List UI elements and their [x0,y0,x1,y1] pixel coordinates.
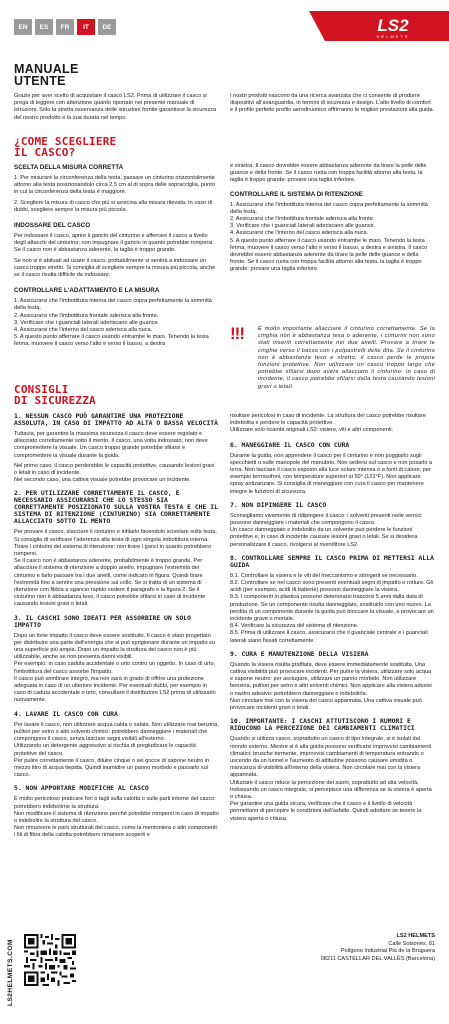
tip-2-title: 2. PER UTILIZZARE CORRETTAMENTE IL CASCO, È NECESSARIO ASSICURARSI CHE LO STESSO SIA CORRETTAMENTE POSIZIONATO SULLA VOSTRA TESTA E CHE IL SISTEMA DI RITENZIONE (CINTURINO) SIA CORRETTAMENTE ALLACCIATO SOTTO IL MENTO [14,489,218,526]
language-switcher [14,19,116,35]
ls2-logo [309,8,449,44]
warning-text: È molto importante allacciare il cinturino correttamente. Se la cinghia non è abbastanza tesa o aderente, i cinturini non sono stati inseriti correttamente nei due anelli. Provare a tirare le cinghie verso il basso con i polpastrelli delle dita. Se il cinturino non è abbastanza teso e stretto, il casco perde le proprie funzioni protettive. Non utilizzare un casco troppo largo che potrebbe sfilarsi dopo avere allacciato il cinturino: in caso di incidente, il casco potrebbe sfilarsi dalla testa causando lesioni gravi o letali. [258,326,435,390]
header [0,0,449,48]
safety-right-column: risultare pericolosi in caso di incidente. La struttura del casco potrebbe risultare indebolita e perdere le capacità protettive. Utilizzare solo ricambi originali LS2: visiere, viti e altri componenti. 6. MANEGGIARE IL CASCO CON CURA Durante la guida, non appendere il casco per il cinturino e non poggiarlo sugli specchietti o sulle manopole del manubrio. Non sedersi sul casco e non posarlo a terra. Non lasciare il casco esposto alla luce solare intensa o a fonti di calore, per esempio termosifoni, con temperature superiori ai 50° (122°F). Non applicare spray antizanzare. Si consiglia di maneggiare con cura il casco per mantenere integre le funzioni di sicurezza. 7. NON DIPINGERE IL CASCO Sconsigliamo vivamente di ridipingere il casco: i solventi presenti nelle vernici possono danneggiare i materiali che compongono il casco. Un casco danneggiato e indebolito da un solvente può perdere le funzioni protettive e, in caso di incidente causare lesioni gravi o letali. Se si desidera personalizzare il casco, rivolgersi al rivenditore LS2. 8. CONTROLLARE SEMPRE IL CASCO PRIMA DI METTERSI ALLA GUIDA 8.1. Controllare la visiera e le viti del meccanismo e stringerli se necessario. 8.2. Controllare se nel casco sono presenti eventuali segni di impatto o rotture. Gli acidi (per esempio, acidi di batterie) possono danneggiare la visiera. 8.3. I componenti in plastica possono deteriorarsi trascorsi 5 anni dalla data di produzione. Se un componente risulta danneggiato, sostituirlo con uno nuovo. La perdita di un componente durante la guida può bloccare la visuale, e provocare un incidente grave o mortale. 8.4. Verificare la sicurezza del sistema di ritenzione. 8.5. Prima di utilizzare il casco, assicurarsi che il guanciale centrale e i guanciali laterali siano fissati correttamente. 9. CURA E MANUTENZIONE DELLA VISIERA Quando la visiera risulta graffiata, deve essere immediatamente sostituita. Una cattiva visibilità può provocare incidenti. Per pulire la visiera, utilizzare solo acqua e sapone neutro: per asciugare, utilizzare un panno morbido. Non utilizzare benzina, pulitori per vetro o altri solventi chimici. Non applicare alla visiera adesivi o nastro adesivo: potrebbero danneggiare o indebolirla. Non circolare mai con la visiera del casco appannata. Una cattiva visuale può provocare incidenti gravi o letali. 10. IMPORTANTE: I CASCHI ATTUTISCONO I RUMORI E RIDUCONO LA PERCEZIONE DEI CAMBIAMENTI CLIMATICI Quando si utilizza casco, soprattutto un casco di tipo integrale, si è isolati dal mondo esterno. Mentre si è alla guida possono verificarsi improvvisi cambiamenti climatici: brusche tormente, improvvisi cambiamenti di temperatura entrando o uscendo da un tunnel e l'aumento di attitudine possono causare umidità o mancanza di visibilità all'interno della visiera. Non circolare mai con la visiera appannata. Utilizzare il casco riduce la percezione dei suoni, soprattutto ad alta velocità. Indossando un casco integrale, si percepisce una differenza se la visiera è aperta o chiusa. Per garantire una guida sicura, verificare che il casco e il livello di velocità permettano di percepire le condizioni dell'asfalto. Quindi adottare se tenere la visiera aperta o chiusa. [230,413,434,822]
retention-heading: CONTROLLARE IL SISTEMA DI RITENZIONE [230,190,363,198]
warning-icon: !!! [230,324,244,343]
warning-box [230,326,435,391]
website-link[interactable]: LS2HELMETS.COM [7,939,14,1007]
safety-left-column: 1. NESSUN CASCO PUÒ GARANTIRE UNA PROTEZIONE ASSOLUTA, IN CASO DI IMPATTO AD ALTA O BASSA VELOCITÀ Tuttavia, per garantire la massima sicurezza il casco deve essere regolato e allacciato correttamente sotto il mento. Il casco, una volta indossato, non deve compromettere la visuale. Un casco troppo grande potrebbe sfilarsi e compromettere la visuale durante la guida. Nel primo caso, il casco perderebbe le capacità protettive, causando lesioni gravi o letali in caso di incidente. Nel secondo caso, una cattiva visuale potrebbe provocare un incidente. 2. PER UTILIZZARE CORRETTAMENTE IL CASCO, È NECESSARIO ASSICURARSI CHE LO STESSO SIA CORRETTAMENTE POSIZIONATO SULLA VOSTRA TESTA E CHE IL SISTEMA DI RITENZIONE (CINTURINO) SIA CORRETTAMENTE ALLACCIATO SOTTO IL MENTO Per provare il casco, slacciare il cinturino e infilarlo facendolo scivolare sulla testa. Si consiglia di verificare l'aderenza alla testa di ogni singola imbottitura interna. Tirare i cinturini del sistema di ritenzione: non tirare i ganci in quanto potrebbero rompersi. Se il casco non è abbastanza aderente, probabilmente è troppo grande. Per allacciare il sistema di ritenzione a doppio anello, impugnare l'estremità del cinturino e farlo passare tra i due anelli, come indicato in figura. Quindi tirare l'estremità fino a sentire una pressione sul collo. Se si tratta di un sistema di ritenzione con fibbia a sgancio rapido vedere il paragrafo e la figura 2. Se il cinturino non è abbastanza teso, il casco potrebbe sfilarsi in caso di incidente causando lesioni gravi o letali. 3. IL CASCHI SONO IDEATI PER ASSORBIRE UN SOLO IMPATTO Dopo un forte impatto il casco deve essere sostituito. Il casco è stato progettato per distribuire una parte dell'energia che si può sprigionare durante un impatto su una superficie più ampia. Dopo un impatto la struttura del casco non è più utilizzabile, anche se non presenta danni visibili. Per esempio: in caso caduta accidentale o urto contro un oggetto. In caso di urto, l'imbottitura del casco assorbe l'impatto. Il casco può sembrare integro, ma non sarà in grado di offrire una protezione adeguata in caso di un ulteriore incidente. Per eventuali dubbi, per esempio in caso di caduta accidentale o urto, consultare il distributore LS2 prima di utilizzarlo nuovamente. 4. LAVARE IL CASCO CON CURA Per lavare il casco, non utilizzare acqua calda o salata. Non utilizzare mai benzina, pulitori per vetro o altri solventi chimici: potrebbero danneggiare i materiali che compongono il casco, senza lasciare segni visibili all'esterno. Utilizzando un detergente aggressivo si rischia di pregiudicare le capacità protettive del casco. Per pulire correttamente il casco, diluire cinque o sei gocce di sapone neutro in mezzo litro di acqua tiepida. Quindi inumidire un panno morbido e passarlo sul casco. 5. NON APPORTARE MODIFICHE AL CASCO È molto pericoloso praticare fori o tagli sulla calotta o sulle parti interne del casco: potrebbero indebolirne la struttura. Non modificare il sistema di ritenzione perché potrebbe rompersi in caso di impatto o indebolire la struttura del casco. Non rimuovere le parti strutturali del casco, come la mentoniera o altri componenti: i fili di fibra della calotta potrebbero rimanere scoperti e [14,412,219,839]
choose-right-column: e sinistra. Il casco dovrebbe essere abbastanza aderente da tirare la pelle delle guance e della fronte. Se il casco ruota con troppa facilità attorno alla testa, la taglia è troppo grande: provare una taglia inferiore. CONTROLLARE IL SISTEMA DI RITENZIONE 1. Assicurarsi che l'imbottitura interna del casco copra perfettamente la sommità della testa. 2. Assicurarsi che l'imbottitura frontale aderisca alla fronte. 3. Verificare che i guanciali laterali aderiscano alle guance. 4. Assicurarsi che l'interno del casco aderisca alla nuca. 5. A questo punto afferrare il casco usando entrambe le mani. Tenendo la testa ferma, muovere il casco verso l'alto e verso il basso, a destra e sinistra. Il casco dovrebbe essere abbastanza aderente da tirare la pelle delle guance e della fronte. Se il casco ruota con troppa facilità attorno alla testa, la taglia è troppo grande: provare una taglia inferiore. [230,163,435,274]
logo-text: LS2 [377,16,409,35]
section-title-choose: ¿COME SCEGLIERE IL CASCO? [14,135,117,159]
tip-1-title: 1. NESSUN CASCO PUÒ GARANTIRE UNA PROTEZIONE ASSOLUTA, IN CASO DI IMPATTO AD ALTA O BASSA VELOCITÀ [14,412,218,427]
intro-left: Grazie per aver scelto di acquistare il casco LS2. Prima di utilizzare il casco si prega di leggere con attenzione quanto riportato nel presente manuale di istruzioni. Solo la stretta osservanza delle istruzioni fornite garantisce la sicurezza del nostro prodotto e la sua durata nel tempo. [14,93,217,121]
choose-left-column: SCELTA DELLA MISURA CORRETTA 1. Per misurare la circonferenza della testa, passare un cinturino orizzontalmente attorno alla testa posizionandolo circa 2,5 cm al di sopra delle sopracciglia, punto in cui la circonferenza della testa è maggiore. 2. Scegliere la misura di casco che più si avvicina alla misura rilevata. In caso di dubbi, scegliere sempre la misura più piccola. INDOSSARE DEL CASCO Per indossare il casco, aprire il gancio del cinturino e afferrare il casco a livello degli attacchi del cinturino; non impugnare il gancio in quanto potrebbe rompersi. Se il casco non è abbastanza aderente, la taglia è troppo grande. Se non si è abituati ad usare il casco, probabilmente si sentirà a indossare un casco troppo stretto. Si consiglia di scegliere sempre la misura più piccola, anche se il casco risulta difficile da indossare. CONTROLLARE L'ADATTAMENTO E LA MISURA 1. Assicurarsi che l'imbottitura interna del casco copra perfettamente la sommità della testa. 2. Assicurarsi che l'imbottitura frontale aderisca alla fronte. 3. Verificare che i guanciali laterali aderiscano alle guance. 4. Assicurarsi che l'interno del casco aderisca alla nuca. 5. A questo punto afferrare il casco usando entrambe le mani. Tenendo la testa ferma, muovere il casco verso l'alto e verso il basso, a destra [14,164,219,349]
tip-10-title: 10. IMPORTANTE: I CASCHI ATTUTISCONO I RUMORI E RIDUCONO LA PERCEZIONE DEI CAMBIAMENTI CLIMATICI [230,717,415,733]
intro-right: I nostri prodotti nascono da una ricerca avanzata che ci consente di produrre dispositivi all'avanguardia, in termini di sicurezza e design. L'alto livello di comfort e il profilo perfetto profilo aerodinamico offrirranno le migliori prestazioni alla guida. [230,93,435,114]
lang-es[interactable]: ES [35,19,53,35]
fit-heading: CONTROLLARE L'ADATTAMENTO E LA MISURA [14,287,160,295]
company-address: LS2 HELMETS Calle Solsonès, 81 Polígono Industrial Pla de la Bruguera 08211 CASTELLAR DEL VALLÈS (Barcelona) [235,933,435,963]
tip-3-title: 3. IL CASCHI SONO IDEATI PER ASSORBIRE UN SOLO IMPATTO [14,613,191,629]
lang-fr[interactable]: FR [56,19,74,35]
tip-9-title: 9. CURA E MANUTENZIONE DELLA VISIERA [230,649,369,658]
lang-de[interactable]: DE [98,19,116,35]
page-title: MANUALE UTENTE [14,62,79,88]
size-heading: SCELTA DELLA MISURA CORRETTA [14,164,124,171]
lang-it[interactable]: IT [77,19,95,35]
tip-6-title: 6. MANEGGIARE IL CASCO CON CURA [230,440,350,449]
logo-subtext: HELMETS [376,34,410,39]
wear-heading: INDOSSARE DEL CASCO [14,222,91,230]
tip-4-title: 4. LAVARE IL CASCO CON CURA [14,709,118,718]
tip-8-title: 8. CONTROLLARE SEMPRE IL CASCO PRIMA DI METTERSI ALLA GUIDA [230,553,434,569]
tip-7-title: 7. NON DIPINGERE IL CASCO [230,500,327,509]
qr-code-icon[interactable] [24,934,76,986]
company-name: LS2 HELMETS [396,933,435,939]
lang-en[interactable]: EN [14,19,32,35]
section-title-safety: CONSIGLI DI SICUREZZA [14,383,96,407]
tip-5-title: 5. NON APPORTARE MODIFICHE AL CASCO [14,784,149,793]
